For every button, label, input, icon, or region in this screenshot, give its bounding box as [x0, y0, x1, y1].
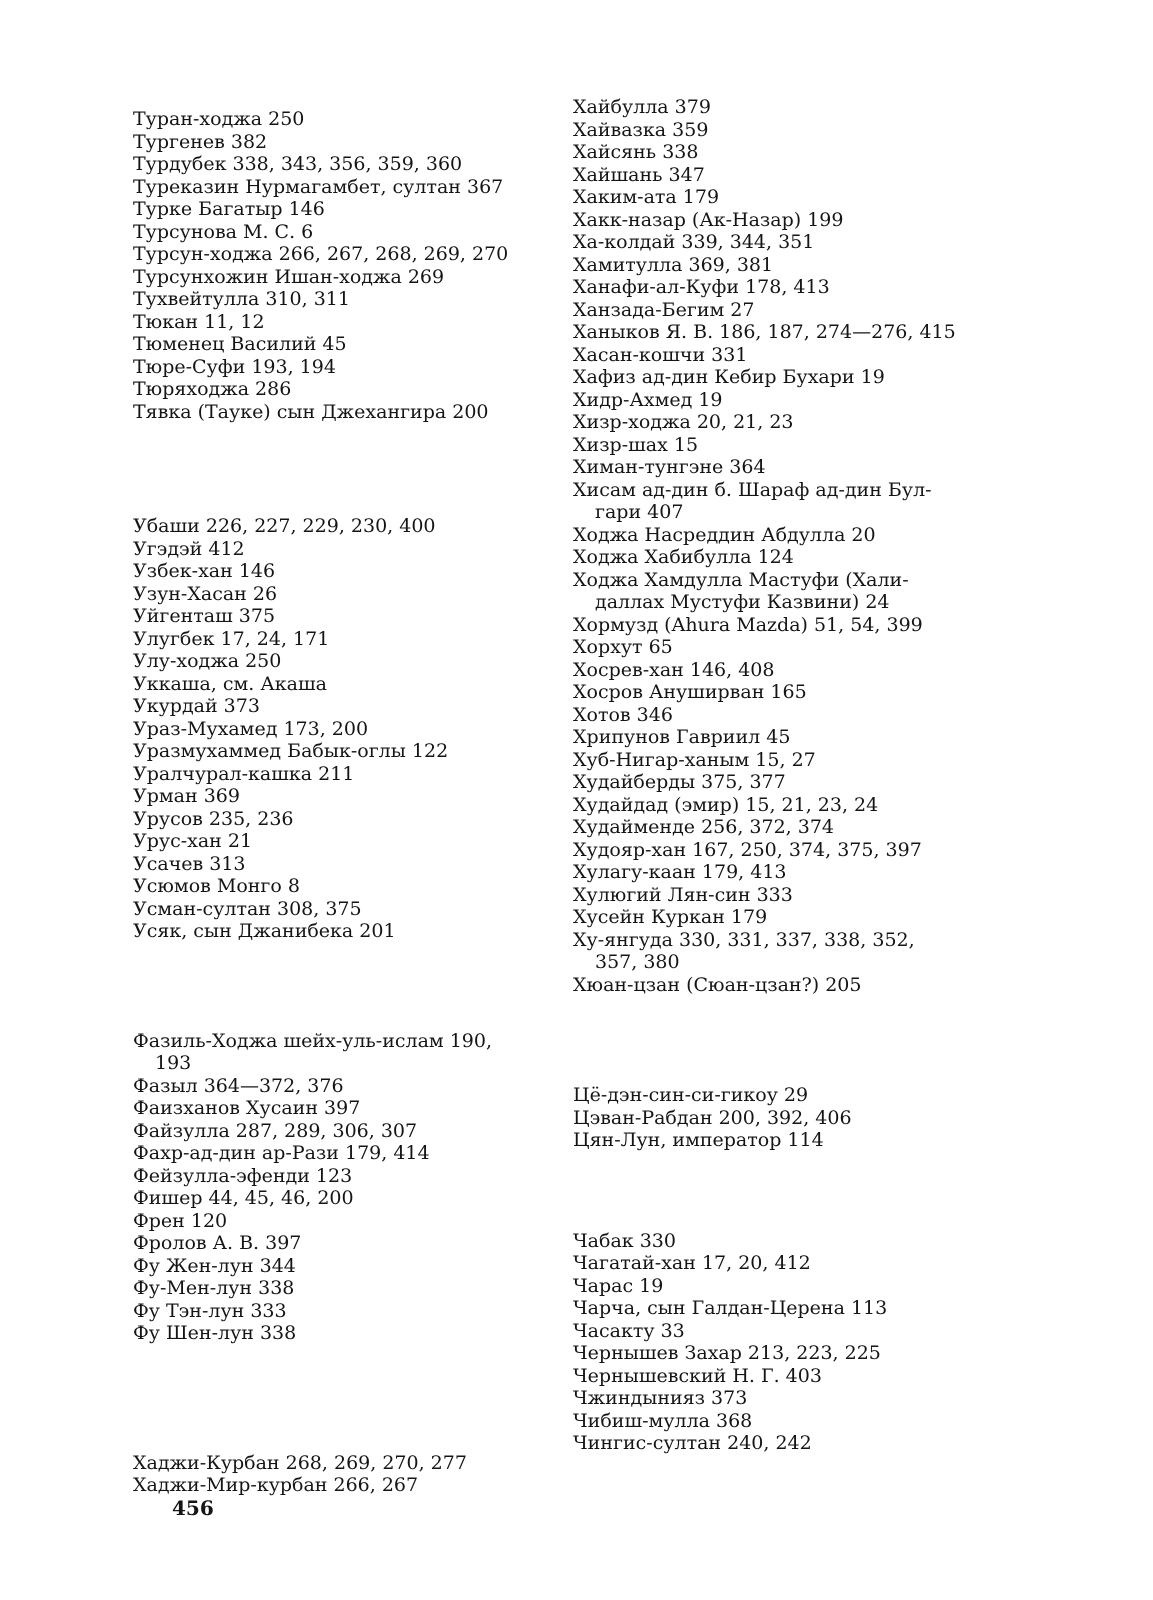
- index-entry-continuation: гари 407: [595, 501, 684, 523]
- index-entry: Хюан-цзан (Сюан-цзан?) 205: [573, 973, 862, 996]
- index-entry: Фазыл 364—372, 376: [133, 1074, 344, 1097]
- index-entry: Тявка (Тауке) сын Джехангира 200: [133, 400, 489, 423]
- index-entry: Фролов А. В. 397: [133, 1232, 302, 1254]
- index-entry: Хаджи-Мир-курбан 266, 267: [133, 1474, 419, 1496]
- index-entry: Хафиз ад-дин Кебир Бухари 19: [573, 366, 885, 388]
- index-entry: Угэдэй 412: [133, 537, 245, 560]
- index-entry: Фейзулла-эфенди 123: [133, 1164, 353, 1187]
- letter-group: [133, 1030, 563, 1345]
- index-entry: Химан-тунгэне 364: [573, 456, 766, 478]
- index-entry: Чарас 19: [573, 1274, 664, 1297]
- index-entry: Хорхут 65: [573, 636, 673, 658]
- index-entry: Фу Шен-лун 338: [133, 1322, 297, 1344]
- index-entry: Ходжа Хабибулла 124: [573, 546, 794, 568]
- index-entry: Чернышевский Н. Г. 403: [573, 1364, 822, 1387]
- index-entry: Хосров Ануширван 165: [573, 681, 807, 703]
- letter-group: [573, 96, 1003, 996]
- index-entry: Худояр-хан 167, 250, 374, 375, 397: [573, 838, 922, 861]
- index-entry: Чернышев Захар 213, 223, 225: [573, 1342, 881, 1364]
- index-entry: Ходжа Насреддин Абдулла 20: [573, 523, 876, 546]
- index-entry: Хормузд (Ahura Mazda) 51, 54, 399: [573, 613, 923, 636]
- index-entry: Френ 120: [133, 1209, 228, 1232]
- index-entry: Хотов 346: [573, 703, 673, 726]
- index-entry: Фу Жен-лун 344: [133, 1254, 296, 1277]
- index-entry: Урман 369: [133, 785, 240, 807]
- index-entry: Ураз-Мухамед 173, 200: [133, 717, 369, 740]
- index-entry: Улу-ходжа 250: [133, 650, 282, 672]
- index-entry: Тюменец Василий 45: [133, 333, 347, 355]
- index-entry: Чагатай-хан 17, 20, 412: [573, 1252, 811, 1274]
- index-entry: Чжиндынияз 373: [573, 1387, 748, 1409]
- index-entry: Турке Багатыр 146: [133, 198, 325, 220]
- index-entry: Хаким-ата 179: [573, 186, 720, 208]
- index-entry: Хайсянь 338: [573, 141, 699, 163]
- index-entry: Хрипунов Гавриил 45: [573, 726, 791, 748]
- index-entry: Хусейн Куркан 179: [573, 906, 768, 928]
- index-entry: Туран-ходжа 250: [133, 108, 305, 130]
- index-entry: Хуб-Нигар-ханым 15, 27: [573, 748, 816, 771]
- index-entry-continuation: 193: [155, 1052, 192, 1074]
- index-entry: Худайберды 375, 377: [573, 771, 786, 793]
- index-entry: Фу Тэн-лун 333: [133, 1299, 287, 1322]
- index-entry: Хулюгий Лян-син 333: [573, 883, 793, 906]
- index-entry: Убаши 226, 227, 229, 230, 400: [133, 515, 436, 537]
- index-entry: Турсунова М. С. 6: [133, 220, 314, 243]
- index-entry: Хайшань 347: [573, 163, 705, 186]
- index-entry: Чарча, сын Галдан-Церена 113: [573, 1297, 888, 1319]
- index-entry: Узун-Хасан 26: [133, 582, 278, 605]
- index-entry: Хидр-Ахмед 19: [573, 388, 723, 411]
- index-entry: Фаизханов Хусаин 397: [133, 1097, 361, 1119]
- page-number: 456: [172, 1496, 214, 1520]
- index-entry: Худайдад (эмир) 15, 21, 23, 24: [573, 793, 879, 816]
- index-entry: Урус-хан 21: [133, 830, 253, 852]
- index-entry: Ха-колдай 339, 344, 351: [573, 231, 815, 253]
- index-entry: Уразмухаммед Бабык-оглы 122: [133, 740, 449, 762]
- index-entry: Хамитулла 369, 381: [573, 253, 774, 276]
- index-entry: Фу-Мен-лун 338: [133, 1277, 295, 1299]
- index-entry: Хизр-ходжа 20, 21, 23: [573, 411, 794, 433]
- index-entry: Турдубек 338, 343, 356, 359, 360: [133, 153, 463, 175]
- index-entry: Ханафи-ал-Куфи 178, 413: [573, 276, 830, 298]
- index-entry: Хулагу-каан 179, 413: [573, 861, 787, 883]
- index-entry: Фахр-ад-дин ар-Рази 179, 414: [133, 1142, 430, 1164]
- index-entry: Улугбек 17, 24, 171: [133, 627, 330, 650]
- index-entry: Тюре-Суфи 193, 194: [133, 355, 336, 378]
- index-entry: Тюряходжа 286: [133, 378, 292, 400]
- index-entry-continuation: даллах Мустуфи Казвини) 24: [595, 591, 890, 613]
- index-entry: Хайвазка 359: [573, 118, 709, 141]
- index-entry: Тюкан 11, 12: [133, 310, 265, 333]
- index-entry: Хайбулла 379: [573, 96, 711, 118]
- index-entry: Хизр-шах 15: [573, 433, 699, 456]
- index-entry: Тухвейтулла 310, 311: [133, 288, 350, 310]
- index-entry: Уккаша, см. Акаша: [133, 672, 327, 695]
- index-entry: Чабак 330: [573, 1229, 676, 1252]
- index-entry: Хаджи-Курбан 268, 269, 270, 277: [133, 1451, 467, 1474]
- index-entry: Часакту 33: [573, 1319, 685, 1342]
- index-entry: Чингис-султан 240, 242: [573, 1432, 812, 1454]
- index-entry: Турсун-ходжа 266, 267, 268, 269, 270: [133, 243, 509, 265]
- index-entry: Ханзада-Бегим 27: [573, 298, 755, 321]
- index-entry: Усман-султан 308, 375: [133, 897, 362, 920]
- index-entry: Файзулла 287, 289, 306, 307: [133, 1119, 418, 1142]
- index-entry: Хосрев-хан 146, 408: [573, 658, 775, 681]
- index-entry: Цё-дэн-син-си-гикоу 29: [573, 1084, 809, 1106]
- index-entry: Ходжа Хамдулла Мастуфи (Хали-: [573, 568, 909, 591]
- letter-group: [133, 515, 563, 943]
- index-entry: Цян-Лун, император 114: [573, 1129, 824, 1151]
- index-entry: Узбек-хан 146: [133, 560, 276, 582]
- index-entry: Хасан-кошчи 331: [573, 343, 748, 366]
- index-entry: Урусов 235, 236: [133, 807, 294, 830]
- letter-group: [573, 1230, 1003, 1455]
- index-entry: Уйгенташ 375: [133, 605, 276, 627]
- index-entry: Цэван-Рабдан 200, 392, 406: [573, 1106, 852, 1129]
- index-entry: Турсунхожин Ишан-ходжа 269: [133, 265, 445, 288]
- index-entry: Хакк-назар (Ак-Назар) 199: [573, 208, 844, 231]
- letter-group: [133, 108, 563, 423]
- index-entry: Фазиль-Ходжа шейх-уль-ислам 190,: [133, 1029, 493, 1052]
- left-column: [133, 108, 563, 1497]
- right-column: [573, 96, 1003, 1455]
- index-entry: Укурдай 373: [133, 695, 260, 717]
- index-entry: Ханыков Я. В. 186, 187, 274—276, 415: [573, 321, 956, 343]
- index-entry-continuation: 357, 380: [595, 951, 680, 973]
- index-entry: Усюмов Монго 8: [133, 875, 300, 897]
- index-entry: Тургенев 382: [133, 130, 268, 153]
- index-entry: Фишер 44, 45, 46, 200: [133, 1187, 354, 1209]
- index-entry: Усачев 313: [133, 852, 246, 875]
- index-entry: Ху-янгуда 330, 331, 337, 338, 352,: [573, 928, 915, 951]
- letter-group: [133, 1452, 563, 1497]
- index-entry: Усяк, сын Джанибека 201: [133, 920, 396, 942]
- index-entry: Худайменде 256, 372, 374: [573, 816, 835, 838]
- index-entry: Туреказин Нурмагамбет, султан 367: [133, 175, 504, 198]
- letter-group: [573, 1084, 1003, 1152]
- index-entry: Уралчурал-кашка 211: [133, 762, 355, 785]
- index-entry: Хисам ад-дин б. Шараф ад-дин Бул-: [573, 478, 932, 501]
- index-entry: Чибиш-мулла 368: [573, 1409, 753, 1432]
